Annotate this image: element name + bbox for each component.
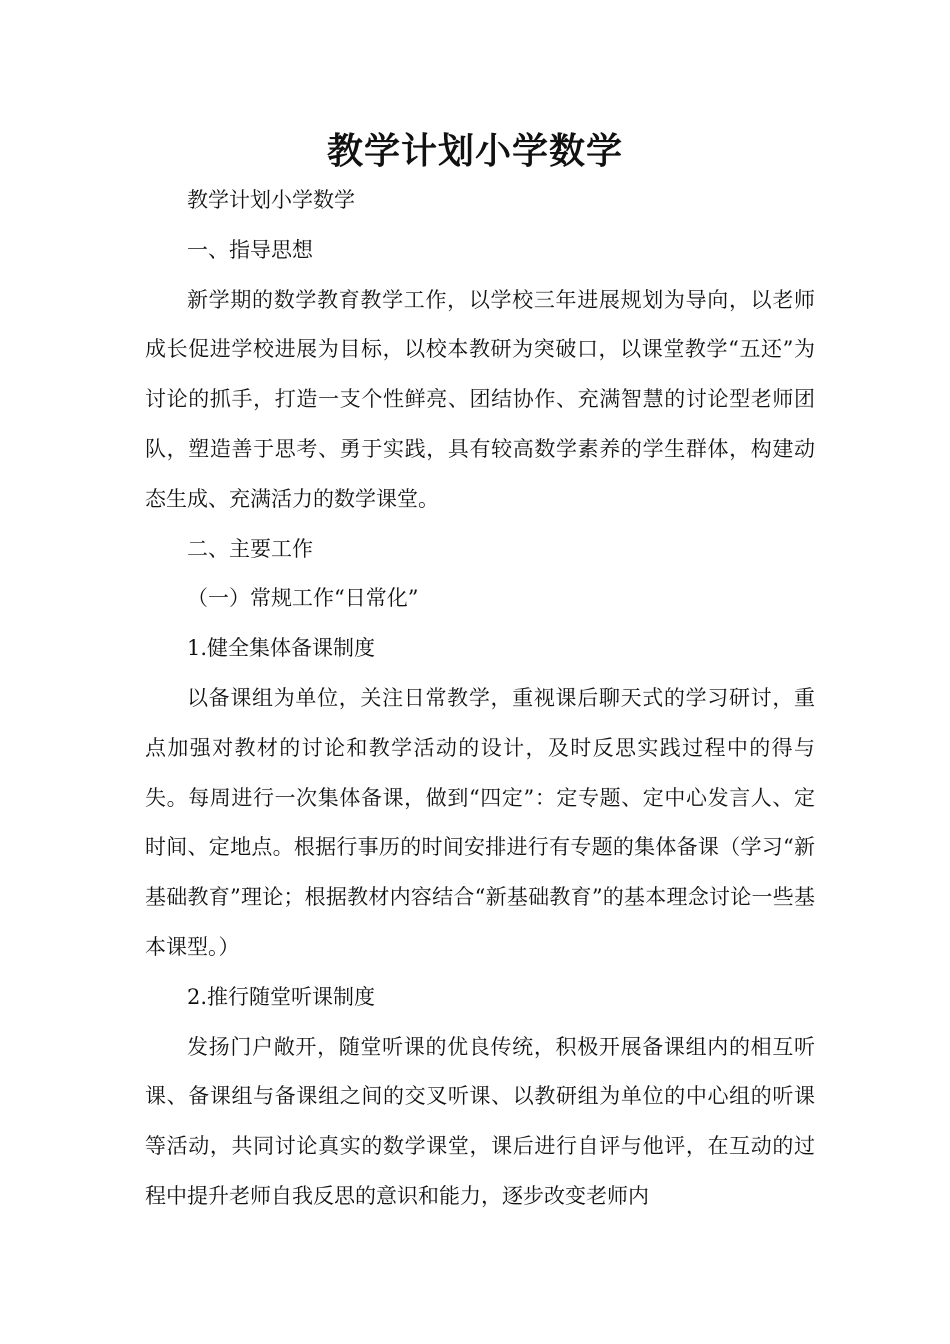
body-paragraph: 发扬门户敞开，随堂听课的优良传统，积极开展备课组内的相互听课、备课组与备课组之间的交叉听课、以教研组为单位的中心组的听课等活动，共同讨论真实的数学课堂，课后进行自评与他评，在互动的过程中提升老师自我反思的意识和能力，逐步改变老师内 <box>145 1034 815 1208</box>
body-paragraph: 新学期的数学教育教学工作，以学校三年进展规划为导向，以老师成长促进学校进展为目标，以校本教研为突破口，以课堂教学“五还”为讨论的抓手，打造一支个性鲜亮、团结协作、充满智慧的讨论型老师团队，塑造善于思考、勇于实践，具有较高数学素养的学生群体，构建动态生成、充满活力的数学课堂。 <box>145 287 815 511</box>
subsection-heading-routine-work: （一）常规工作“日常化” <box>187 586 419 611</box>
item-heading-collective-lesson-prep: 1.健全集体备课制度 <box>187 636 376 661</box>
document-title: 教学计划小学数学 <box>326 131 623 172</box>
section-heading-guiding-ideology: 一、指导思想 <box>187 237 313 262</box>
item-heading-class-observation: 2.推行随堂听课制度 <box>187 984 376 1009</box>
section-heading-main-work: 二、主要工作 <box>187 536 313 561</box>
document-body <box>145 176 815 1222</box>
subtitle-paragraph: 教学计划小学数学 <box>187 188 355 212</box>
body-paragraph: 以备课组为单位，关注日常教学，重视课后聊天式的学习研讨，重点加强对教材的讨论和教学活动的设计，及时反思实践过程中的得与失。每周进行一次集体备课，做到“四定”：定专题、定中心发言人、定时间、定地点。根据行事历的时间安排进行有专题的集体备课（学习“新基础教育”理论；根据教材内容结合“新基础教育”的基本理念讨论一些基本课型。） <box>145 685 815 959</box>
